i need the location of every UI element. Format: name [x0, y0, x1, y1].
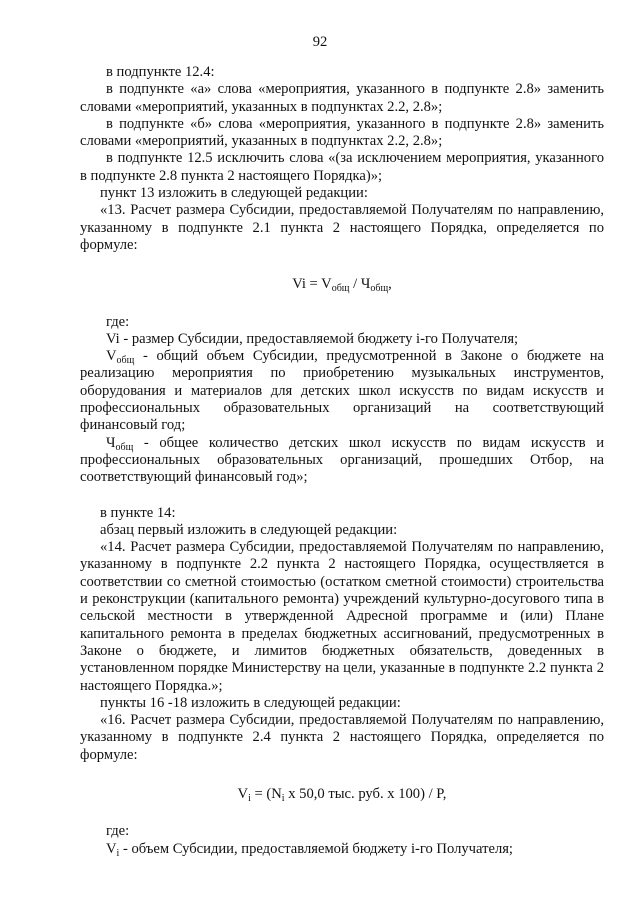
paragraph-5: пункт 13 изложить в следующей редакции:	[100, 185, 368, 202]
spacer	[80, 487, 604, 505]
paragraph-4: в подпункте 12.5 исключить слова «(за исключением мероприятия, указанного в подпункте 2.8 пункта 2 настоящего Порядка)»;	[80, 150, 604, 184]
paragraph-2: в подпункте «а» слова «мероприятия, указанного в подпункте 2.8» заменить словами «мероприятий, указанных в подпунктах 2.2, 2.8»;	[80, 81, 604, 115]
paragraph-15: «16. Расчет размера Субсидии, предоставляемой Получателям по направлению, указанному в подпункте 2.4 пункта 2 настоящего Порядка, определяется по формуле:	[80, 712, 604, 763]
paragraph-3: в подпункте «б» слова «мероприятия, указанного в подпункте 2.8» заменить словами «мероприятий, указанных в подпунктах 2.2, 2.8»;	[80, 115, 604, 150]
paragraph-12: абзац первый изложить в следующей редакции:	[100, 521, 398, 538]
document-body	[80, 64, 604, 858]
paragraph-chobsh-definition: $Ч_{общ}$ - общее количество детских школ искусств по видам искусств и профессиональных образовательных организаций, прошедших Отбор, на соответствующий финансовый год»;	[80, 434, 604, 486]
paragraph-6: «13. Расчет размера Субсидии, предоставляемой Получателям по направлению, указанному в подпункте 2.1 пункта 2 настоящего Порядка, определяется по формуле:	[80, 202, 604, 253]
paragraph-where-2: где:	[106, 823, 130, 840]
paragraph-vi-definition: Vi - размер Субсидии, предоставляемой бюджету i-го Получателя;	[106, 330, 519, 347]
paragraph-where-1: где:	[106, 313, 130, 330]
formula-2: $V_i = (N_i$ x 50,0 тыс. руб. x 100) / P,	[237, 785, 447, 804]
paragraph-13: «14. Расчет размера Субсидии, предоставляемой Получателям по направлению, указанному в подпункте 2.2 пункта 2 настоящего Порядка, осуществляется в соответствии со сметной стоимостью (остатком сметной стоимости) строительства и реконструкции (капитального ремонта) учреждений культурно-досугового типа в сельской местности в утвержденной Адресной программе и (или) Плане капитального ремонта в пределах бюджетных ассигнований, предусмотренных в Законе о бюджете, и лимитов бюджетных обязательств, доведенных в установленном порядке Министерству на цели, указанные в подпункте 2.2 пункта 2 настоящего Порядка.»;	[80, 539, 604, 694]
paragraph-vi-volume-definition: $V_i$ - объем Субсидии, предоставляемой бюджету i-го Получателя;	[106, 840, 513, 859]
formula-1: $Vi = V_{общ} / Ч_{общ}$,	[292, 276, 392, 295]
paragraph-1: в подпункте 12.4:	[106, 64, 215, 80]
paragraph-vobsh-definition: $V_{общ}$ - общий объем Субсидии, предусмотренной в Законе о бюджете на реализацию мероприятия по приобретению музыкальных инструментов, оборудования и материалов для детских школ искусств по видам искусств и профессиональных образовательных организаций на соответствующий финансовый год;	[80, 348, 604, 434]
paragraph-14: пункты 16 -18 изложить в следующей редакции:	[100, 694, 401, 711]
paragraph-11: в пункте 14:	[100, 504, 176, 521]
page-number: 92	[312, 34, 328, 50]
